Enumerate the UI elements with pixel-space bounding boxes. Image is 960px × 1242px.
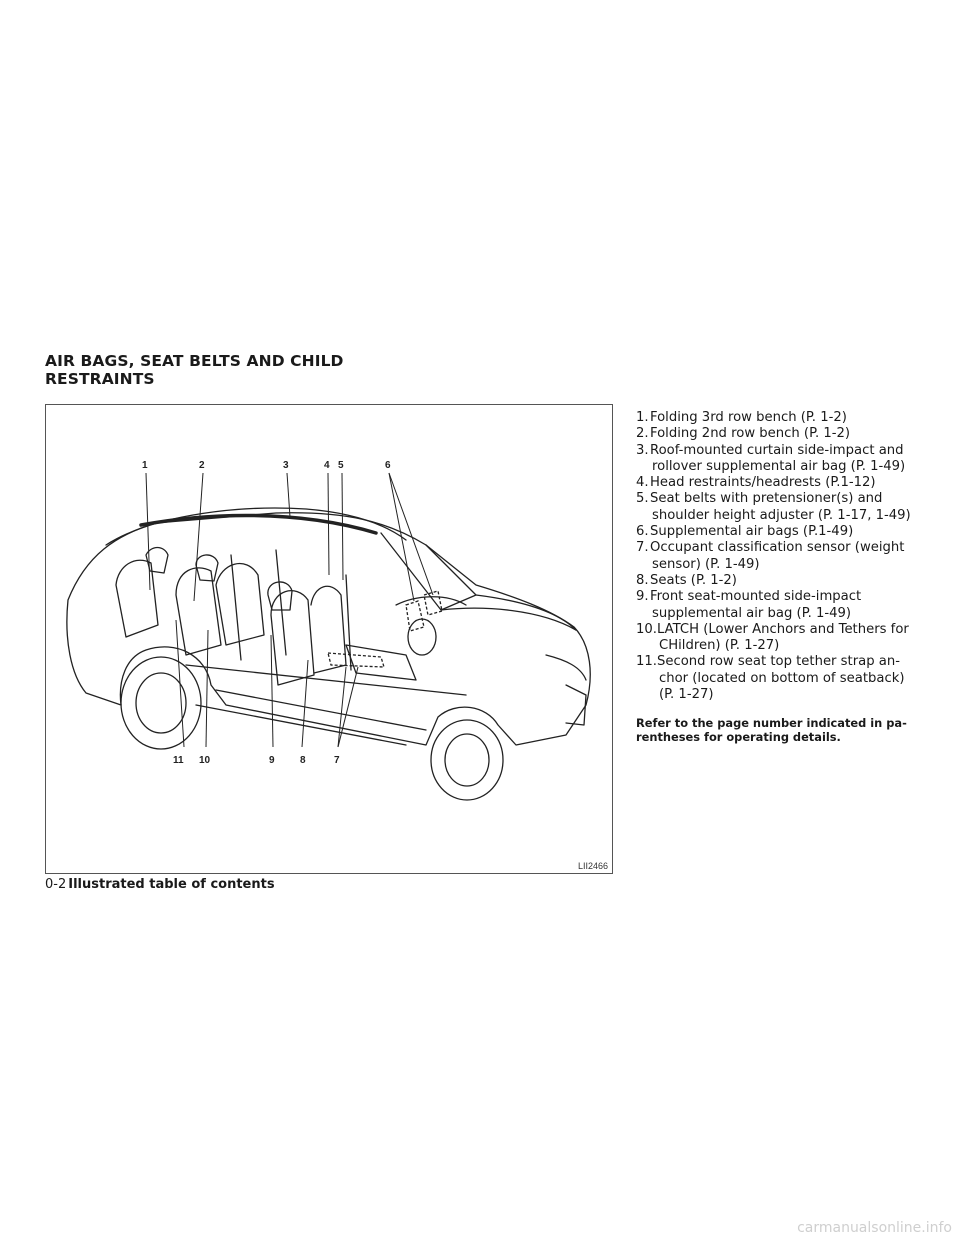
callout-2: 2 — [199, 460, 205, 471]
callout-4: 4 — [324, 460, 330, 471]
list-item-number: 11. — [636, 654, 657, 670]
list-item-text: Head restraints/headrests (P.1-12) — [650, 475, 876, 491]
list-item-text: Roof-mounted curtain side-impact and — [650, 442, 904, 458]
callout-6: 6 — [385, 460, 391, 471]
list-item-text: Seat belts with pretensioner(s) and — [650, 491, 883, 507]
list-item-number: 7. — [636, 540, 649, 556]
section-title — [45, 352, 344, 388]
list-item — [636, 524, 936, 540]
page-number: 0-2 — [45, 877, 67, 892]
curtain-airbag — [141, 515, 376, 533]
list-item-continuation: sensor) (P. 1-49) — [652, 556, 760, 572]
list-item — [636, 622, 936, 655]
operating-note: Refer to the page number indicated in pa- rentheses for operating details. — [636, 716, 907, 744]
watermark: carmanualsonline.info — [797, 1220, 952, 1236]
list-item-number: 1. — [636, 410, 649, 425]
section-title-line2: RESTRAINTS — [45, 370, 155, 388]
weight-sensor-area — [328, 653, 384, 667]
figure-code: LII2466 — [577, 861, 608, 871]
page-footer — [45, 877, 275, 892]
list-item-continuation: shoulder height adjuster (P. 1-17, 1-49) — [652, 507, 911, 523]
list-item-number: 8. — [636, 572, 649, 588]
callout-7: 7 — [334, 755, 340, 766]
list-item — [636, 540, 936, 573]
callout-8: 8 — [300, 755, 306, 766]
list-item — [636, 654, 936, 703]
list-item-number: 9. — [636, 589, 649, 605]
list-item-text: Supplemental air bags (P.1-49) — [650, 524, 854, 540]
list-item — [636, 443, 936, 476]
list-item-text: Front seat-mounted side-impact — [650, 589, 862, 605]
list-item-number: 10. — [636, 621, 657, 637]
rear-wheel — [121, 657, 201, 749]
list-item-text: Folding 3rd row bench (P. 1-2) — [650, 410, 847, 425]
list-item-number: 3. — [636, 442, 649, 458]
section-title-line1: AIR BAGS, SEAT BELTS AND CHILD — [45, 352, 344, 370]
list-item-continuation: chor (located on bottom of seatback) — [659, 670, 905, 686]
list-item — [636, 491, 936, 524]
vehicle-line-drawing — [46, 405, 612, 873]
callout-11: 11 — [173, 755, 184, 766]
front-airbag-area — [406, 601, 424, 631]
list-item — [636, 475, 936, 491]
list-item-text: Folding 2nd row bench (P. 1-2) — [650, 426, 851, 442]
callout-10: 10 — [199, 755, 211, 766]
callout-5: 5 — [338, 460, 344, 471]
component-list — [636, 410, 936, 703]
callout-1: 1 — [142, 460, 148, 471]
list-item — [636, 589, 936, 622]
list-item — [636, 410, 936, 426]
list-item-continuation: CHildren) (P. 1-27) — [659, 638, 780, 654]
list-item-number: 4. — [636, 475, 649, 491]
list-item-text: LATCH (Lower Anchors and Tethers for — [657, 621, 909, 637]
list-item — [636, 426, 936, 442]
list-item-text: Second row seat top tether strap an- — [657, 654, 900, 670]
list-item-continuation: rollover supplemental air bag (P. 1-49) — [652, 458, 906, 474]
list-item — [636, 573, 936, 589]
vehicle-illustration — [45, 404, 613, 874]
front-wheel — [431, 720, 503, 800]
list-item-continuation: (P. 1-27) — [659, 687, 714, 703]
callout-3: 3 — [283, 460, 289, 471]
callout-9: 9 — [269, 755, 275, 766]
list-item-number: 6. — [636, 524, 649, 540]
list-item-text: Seats (P. 1-2) — [650, 572, 737, 588]
list-item-number: 5. — [636, 491, 649, 507]
list-item-continuation: supplemental air bag (P. 1-49) — [652, 605, 852, 621]
footer-title: Illustrated table of contents — [68, 877, 275, 892]
list-item-text: Occupant classification sensor (weight — [650, 540, 905, 556]
list-item-number: 2. — [636, 426, 649, 442]
